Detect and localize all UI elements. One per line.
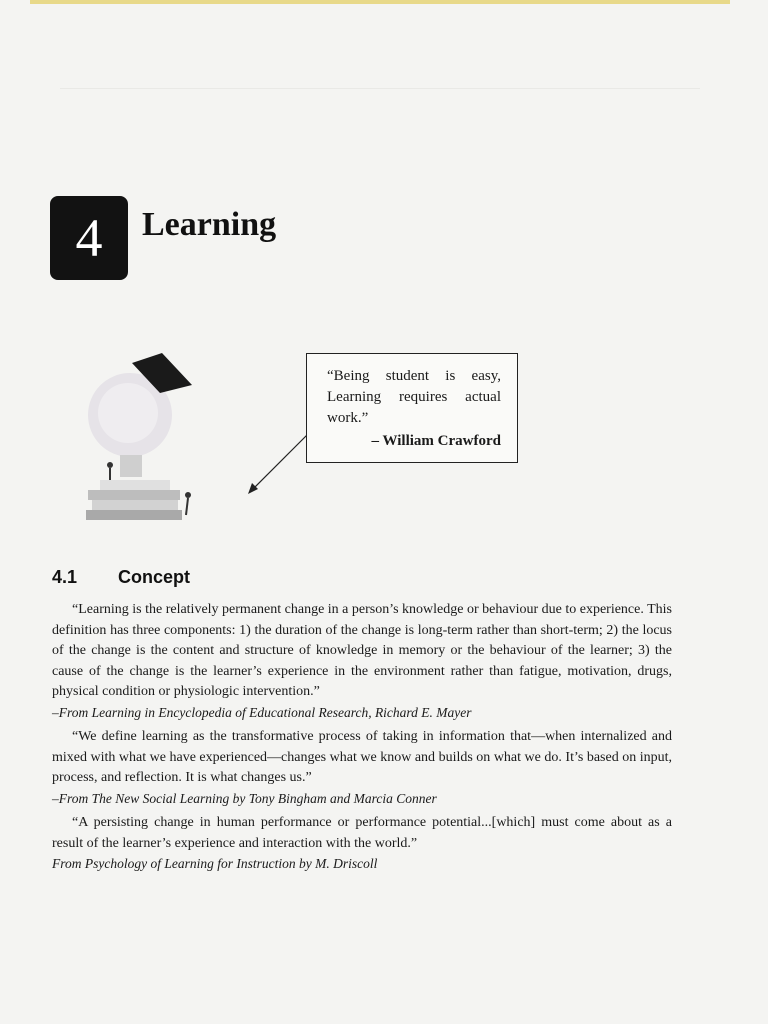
book-stack-2 bbox=[92, 500, 178, 510]
epigraph-author: – William Crawford bbox=[371, 433, 501, 449]
definition-citation: From Psychology of Learning for Instruction by M. Driscoll bbox=[52, 856, 378, 871]
chapter-number: 4 bbox=[75, 208, 103, 268]
definition-paragraph: “We define learning as the transformative process of taking in information that—when internalized and mixed with what we have experienced—changes what we know and builds on what we do. It’s based on input, process, and reflection. It is what changes us.” bbox=[52, 729, 672, 785]
definition-paragraph: “A persisting change in human performance or performance potential...[which] must come about as a result of the learner’s experience and interaction with the world.” bbox=[52, 815, 672, 851]
bleed-through-rule bbox=[60, 88, 700, 89]
epigraph-quote-box bbox=[306, 353, 518, 463]
figure-left-head bbox=[107, 462, 113, 468]
figure-right-body bbox=[186, 498, 188, 515]
page-top-edge bbox=[30, 0, 730, 4]
epigraph-quote-text: “Being student is easy, Learning requires actual work.” bbox=[327, 368, 501, 426]
section-body bbox=[52, 600, 672, 879]
lightbulb-inner bbox=[98, 383, 158, 443]
section-heading bbox=[52, 567, 190, 588]
book-stack-3 bbox=[86, 510, 182, 520]
chapter-number-badge bbox=[50, 196, 128, 280]
lightbulb-base bbox=[120, 455, 142, 477]
definition-citation: –From The New Social Learning by Tony Bingham and Marcia Conner bbox=[52, 790, 437, 806]
graduate-illustration bbox=[70, 345, 210, 535]
section-number: 4.1 bbox=[52, 567, 78, 587]
definition-citation: –From Learning in Encyclopedia of Educational Research, Richard E. Mayer bbox=[52, 704, 472, 720]
chapter-title: Learning bbox=[142, 206, 277, 243]
definition-paragraph: “Learning is the relatively permanent change in a person’s knowledge or behaviour due to experience. This definition has three components: 1) the duration of the change is long-term rather than short-term; 2) the locus of the change is the content and structure of knowledge in memory or the behaviour of the learner; 3) the cause of the change is the learner’s experience in the environment rather than fatigue, motivation, drugs, physical condition or physiologic intervention.” bbox=[52, 602, 672, 699]
book-stack-4 bbox=[100, 480, 170, 490]
figure-right-head bbox=[185, 492, 191, 498]
section-title: Concept bbox=[118, 567, 190, 587]
book-stack-1 bbox=[88, 490, 180, 500]
